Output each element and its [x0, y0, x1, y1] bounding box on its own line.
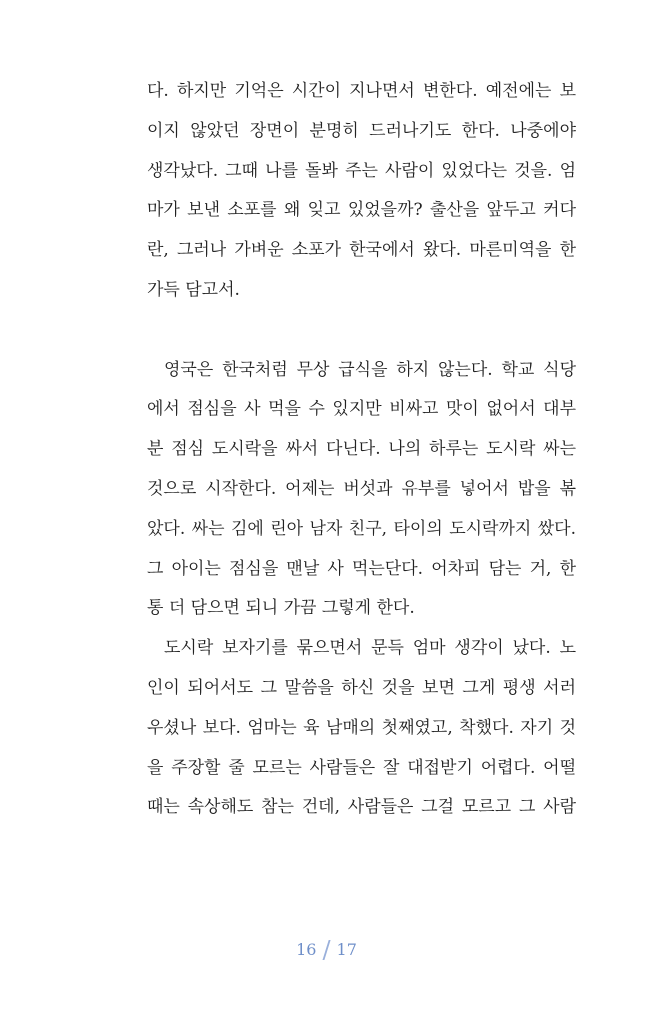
paragraph-gap — [147, 315, 576, 355]
text-line: 분 점심 도시락을 싸서 다닌다. 나의 하루는 도시락 싸는 — [147, 439, 576, 460]
text-line: 생각났다. 그때 나를 돌봐 주는 사람이 있었다는 것을. 엄 — [147, 160, 576, 181]
text-line: 인이 되어서도 그 말씀을 하신 것을 보면 그게 평생 서러 — [147, 677, 576, 698]
text-line: 이지 않았던 장면이 분명히 드러나기도 한다. 나중에야 — [147, 120, 576, 141]
text-line: 가득 담고서. — [147, 279, 240, 300]
text-line: 것으로 시작한다. 어제는 버섯과 유부를 넣어서 밥을 볶 — [147, 478, 576, 499]
text-line: 다. 하지만 기억은 시간이 지나면서 변한다. 예전에는 보 — [147, 81, 576, 101]
text-line: 그 아이는 점심을 맨날 사 먹는단다. 어차피 담는 거, 한 — [147, 558, 576, 579]
page-indicator — [0, 936, 653, 964]
total-page-count: 17 — [336, 940, 357, 959]
text-line: 영국은 한국처럼 무상 급식을 하지 않는다. 학교 식당 — [164, 359, 576, 380]
body-text — [147, 76, 576, 832]
text-line: 았다. 싸는 김에 린아 남자 친구, 타이의 도시락까지 쌌다. — [147, 518, 576, 539]
text-line: 마가 보낸 소포를 왜 잊고 있었을까? 출산을 앞두고 커다 — [147, 200, 576, 221]
current-page-number: 16 — [296, 940, 317, 959]
page-separator: / — [322, 936, 331, 964]
text-line: 란, 그러나 가벼운 소포가 한국에서 왔다. 마른미역을 한 — [147, 240, 576, 261]
text-line: 때는 속상해도 참는 건데, 사람들은 그걸 모르고 그 사람 — [147, 797, 576, 818]
text-line: 우셨나 보다. 엄마는 육 남매의 첫째였고, 착했다. 자기 것 — [147, 717, 576, 738]
text-line: 통 더 담으면 되니 가끔 그렇게 한다. — [147, 598, 415, 619]
text-line: 을 주장할 줄 모르는 사람들은 잘 대접받기 어렵다. 어떨 — [147, 757, 576, 778]
text-line: 에서 점심을 사 먹을 수 있지만 비싸고 맛이 없어서 대부 — [147, 399, 576, 420]
text-line: 도시락 보자기를 묶으면서 문득 엄마 생각이 났다. 노 — [164, 638, 576, 659]
